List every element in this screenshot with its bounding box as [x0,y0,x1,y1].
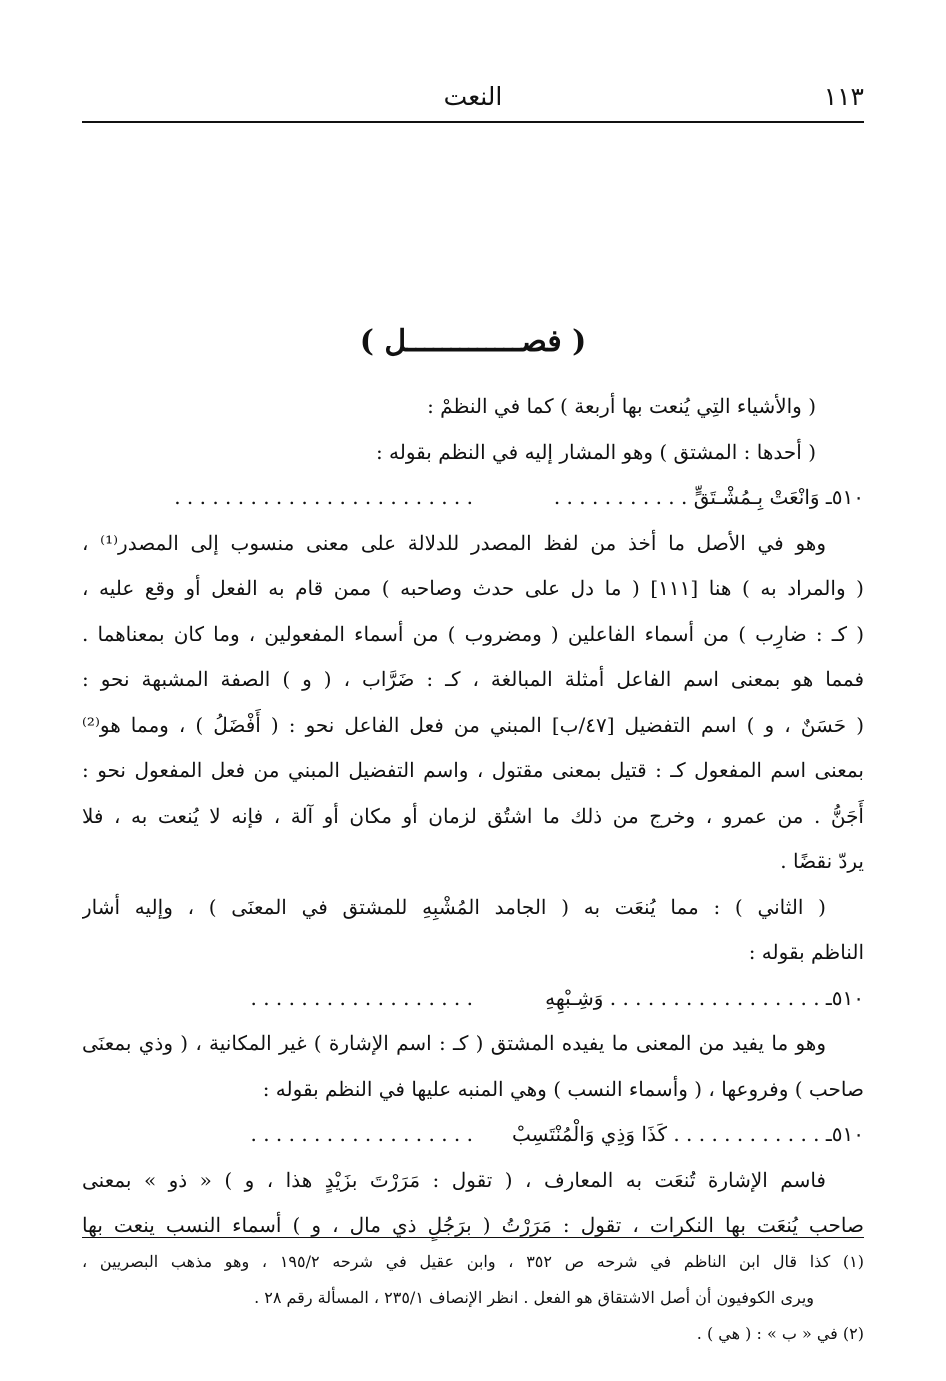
text-line: فمما هو بمعنى اسم الفاعل أمثلة المبالغة ، كـ : ضَرَّاب ، ( و ) الصفة المشبهة نحو : [82,667,864,691]
page-number: ١١٣ [823,82,864,111]
footnotes [82,1244,864,1352]
verse-line [82,475,864,521]
verse-second-hemistich: . . . . . . . . . . . . . . . . . . [250,1122,473,1146]
main-text [82,384,864,1249]
text-line: يردّ نقضًا . [780,849,864,873]
verse-line [82,1112,864,1158]
text-line: ( حَسَنٌ ، و ) اسم التفضيل [٤٧/ب] المبني من فعل الفاعل نحو : ( أَفْضَلُ ) ، ومما هو⁽²⁾ [82,712,864,737]
text-line: وهو في الأصل ما أخذ من لفظ المصدر للدلالة على معنى منسوب إلى المصدر⁽¹⁾ ، [82,530,826,555]
text-line: صاحب ) وفروعها ، ( وأسماء النسب ) وهي المنبه عليها في النظم بقوله : [262,1076,864,1101]
text-line: الناظم بقوله : [748,940,864,964]
text-line: ( والمراد به ) هنا [١١١] ( ما دل على حدث وصاحبه ) ممن قام به الفعل أو وقع عليه ، [82,576,864,600]
verse-second-hemistich: . . . . . . . . . . . . . . . . . . . . . . . . [174,485,473,509]
footnote-line: (١) كذا قال ابن الناظم في شرحه ص ٣٥٢ ، وابن عقيل في شرحه ١٩٥/٢ ، وهو مذهب البصريين ، [82,1252,864,1271]
verse-first-hemistich: ٥١٠ـ . . . . . . . . . . . . . . . . . وَشِـبْهِهِ [545,985,864,1010]
footnote-line: (٢) في « ب » : ( هي ) . [696,1324,864,1343]
header-rule [82,121,864,123]
footnote-rule [82,1237,864,1238]
text-line: فاسم الإشارة تُنعَت به المعارف ، ( تقول : مَرَرْتَ بزَيْدٍ هذا ، و ) « ذو » بمعنى [82,1167,826,1192]
running-title: النعت [443,82,503,111]
verse-first-hemistich: ٥١٠ـ وَانْعَتْ بِـمُشْـتَقٍّ . . . . . . . . . . . [553,485,864,509]
text-line: ( الثاني ) : مما يُنعَت به ( الجامد المُشْبِهِ للمشتق في المعنَى ) ، وإليه أشار [82,894,826,919]
text-line: بمعنى اسم المفعول كـ : قتيل بمعنى مقتول ، واسم التفضيل المبني من فعل المفعول نحو : [82,758,864,782]
text-line: ( كـ : ضارِب ) من أسماء الفاعلين ( ومضروب ) من أسماء المفعولين ، وما كان بمعناهما . [82,621,864,646]
text-line: ( أحدها : المشتق ) وهو المشار إليه في النظم بقوله : [375,439,816,464]
text-line: ( والأشياء التِي يُنعت بها أربعة ) كما في النظمْ : [427,394,816,418]
verse-second-hemistich: . . . . . . . . . . . . . . . . . . [250,985,473,1010]
text-line: وهو ما يفيد من المعنى ما يفيده المشتق ( كـ : اسم الإشارة ) غير المكانية ، ( وذي بمعنَى [82,1031,826,1055]
page-header [82,82,864,122]
text-line: أَجَنُّ . من عمرو ، وخرج من ذلك ما اشتُق لزمان أو مكان أو آلة ، فإنه لا يُنعت به ، فلا [82,803,864,828]
verse-line [82,976,864,1022]
section-heading: ( فصـــــــــــــل ) [359,324,587,359]
text-line: صاحب يُنعَت بها النكرات ، تقول : مَرَرْتُ ( برَجُلٍ ذي مال ، و ) أسماء النسب ينعت بها [82,1213,864,1237]
verse-first-hemistich: ٥١٠ـ . . . . . . . . . . . . كَذَا وَذِي وَالْمُنْتَسِبْ [512,1122,864,1146]
footnote-line: ويرى الكوفيون أن أصل الاشتقاق هو الفعل . انظر الإنصاف ٢٣٥/١ ، المسألة رقم ٢٨ . [254,1288,814,1307]
